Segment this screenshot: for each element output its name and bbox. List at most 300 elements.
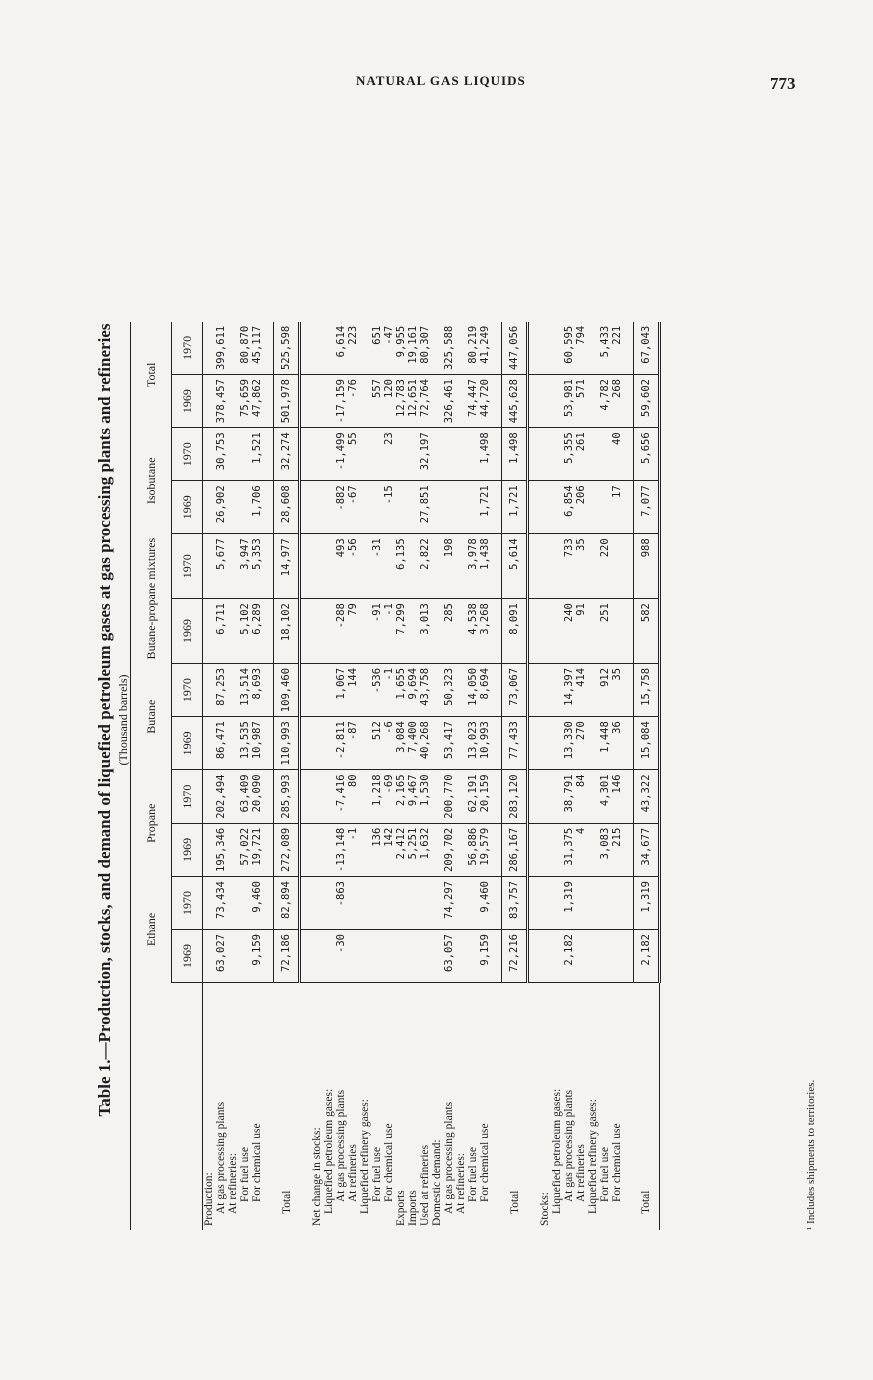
cell-value: -47 bbox=[383, 322, 395, 375]
row-label: For chemical use bbox=[383, 1123, 395, 1202]
table-row bbox=[323, 322, 335, 1230]
cell-value bbox=[300, 663, 312, 716]
cell-value: 86,471 bbox=[215, 717, 227, 770]
cell-value: -1 bbox=[347, 823, 359, 876]
cell-value bbox=[623, 930, 634, 983]
cell-value bbox=[383, 877, 395, 930]
cell-value bbox=[263, 322, 274, 375]
cell-value: 4 bbox=[575, 823, 587, 876]
cell-value: 1,438 bbox=[479, 534, 491, 599]
table-row bbox=[563, 322, 575, 1230]
row-label bbox=[300, 983, 312, 1231]
cell-value: 1,448 bbox=[599, 717, 611, 770]
cell-value: 1,319 bbox=[634, 877, 660, 930]
cell-value: 195,346 bbox=[215, 823, 227, 876]
cell-value bbox=[383, 534, 395, 599]
cell-value: -69 bbox=[383, 770, 395, 823]
row-label: For fuel use bbox=[599, 1147, 611, 1202]
cell-value bbox=[491, 930, 502, 983]
cell-value: 251 bbox=[599, 599, 611, 664]
cell-value bbox=[587, 770, 599, 823]
cell-value bbox=[623, 322, 634, 375]
cell-value: 35 bbox=[575, 534, 587, 599]
cell-value: 525,598 bbox=[274, 322, 300, 375]
cell-value bbox=[347, 877, 359, 930]
row-label: At refineries: bbox=[227, 1153, 239, 1214]
cell-value: 110,993 bbox=[274, 717, 300, 770]
cell-value: 84 bbox=[575, 770, 587, 823]
cell-value: 283,120 bbox=[502, 770, 528, 823]
cell-value bbox=[623, 770, 634, 823]
cell-value bbox=[431, 930, 443, 983]
cell-value: 45,117 bbox=[251, 322, 263, 375]
cell-value bbox=[623, 717, 634, 770]
cell-value: 1,721 bbox=[502, 481, 528, 534]
total-row bbox=[502, 322, 528, 1230]
cell-value: -288 bbox=[335, 599, 347, 664]
cell-value: -67 bbox=[347, 481, 359, 534]
cell-value: 9,460 bbox=[479, 877, 491, 930]
cell-value: 2,182 bbox=[634, 930, 660, 983]
cell-value bbox=[203, 322, 216, 375]
cell-value bbox=[300, 599, 312, 664]
cell-value: 62,191 bbox=[467, 770, 479, 823]
cell-value: 223 bbox=[347, 322, 359, 375]
table-row bbox=[599, 322, 611, 1230]
table-row bbox=[311, 322, 323, 1230]
cell-value bbox=[611, 599, 623, 664]
cell-value bbox=[491, 481, 502, 534]
row-label: Liquefied refinery gases: bbox=[359, 1099, 371, 1214]
cell-value bbox=[455, 534, 467, 599]
cell-value: 27,851 bbox=[419, 481, 431, 534]
cell-value: 5,614 bbox=[502, 534, 528, 599]
table-row bbox=[551, 322, 563, 1230]
cell-value bbox=[431, 534, 443, 599]
row-label: Liquefied petroleum gases: bbox=[551, 1088, 563, 1214]
table-row bbox=[407, 322, 419, 1230]
cell-value bbox=[455, 663, 467, 716]
cell-value: 13,330 bbox=[563, 717, 575, 770]
cell-value: -87 bbox=[347, 717, 359, 770]
cell-value bbox=[455, 930, 467, 983]
cell-value bbox=[359, 481, 371, 534]
cell-value: 8,693 bbox=[251, 663, 263, 716]
spacer-row bbox=[623, 322, 634, 1230]
spacer-row bbox=[263, 322, 274, 1230]
cell-value: 73,067 bbox=[502, 663, 528, 716]
group-header: Isobutane bbox=[131, 428, 172, 534]
cell-value: 2,182 bbox=[563, 930, 575, 983]
cell-value bbox=[551, 823, 563, 876]
cell-value bbox=[371, 481, 383, 534]
cell-value bbox=[491, 534, 502, 599]
row-label bbox=[491, 983, 502, 1231]
cell-value bbox=[587, 877, 599, 930]
cell-value: 109,460 bbox=[274, 663, 300, 716]
table-row bbox=[443, 322, 455, 1230]
cell-value: 651 bbox=[371, 322, 383, 375]
cell-value bbox=[431, 375, 443, 428]
cell-value bbox=[300, 375, 312, 428]
cell-value bbox=[455, 322, 467, 375]
cell-value: 286,167 bbox=[502, 823, 528, 876]
total-row bbox=[634, 322, 660, 1230]
cell-value bbox=[239, 428, 251, 481]
row-label: Production: bbox=[203, 1172, 215, 1226]
cell-value bbox=[587, 534, 599, 599]
cell-value bbox=[263, 481, 274, 534]
cell-value bbox=[419, 877, 431, 930]
cell-value bbox=[227, 770, 239, 823]
cell-value bbox=[623, 534, 634, 599]
cell-value: 794 bbox=[575, 322, 587, 375]
cell-value bbox=[263, 663, 274, 716]
table-row bbox=[395, 322, 407, 1230]
cell-value: 6,614 bbox=[335, 322, 347, 375]
year-header: 1969 bbox=[172, 823, 203, 876]
cell-value bbox=[539, 322, 551, 375]
cell-value: 9,694 bbox=[407, 663, 419, 716]
cell-value: 7,077 bbox=[634, 481, 660, 534]
cell-value bbox=[203, 481, 216, 534]
table-row bbox=[347, 322, 359, 1230]
cell-value: 988 bbox=[634, 534, 660, 599]
cell-value bbox=[431, 481, 443, 534]
cell-value bbox=[263, 428, 274, 481]
cell-value bbox=[323, 770, 335, 823]
cell-value bbox=[263, 599, 274, 664]
group-header: Butane bbox=[131, 663, 172, 770]
cell-value bbox=[395, 428, 407, 481]
cell-value bbox=[227, 717, 239, 770]
cell-value: 261 bbox=[575, 428, 587, 481]
cell-value bbox=[491, 770, 502, 823]
cell-value bbox=[323, 717, 335, 770]
cell-value bbox=[311, 599, 323, 664]
cell-value bbox=[455, 428, 467, 481]
cell-value bbox=[551, 663, 563, 716]
cell-value bbox=[263, 823, 274, 876]
cell-value: 240 bbox=[563, 599, 575, 664]
cell-value bbox=[528, 770, 540, 823]
cell-value bbox=[539, 663, 551, 716]
cell-value bbox=[323, 534, 335, 599]
cell-value bbox=[587, 428, 599, 481]
table-row bbox=[251, 322, 263, 1230]
cell-value: -13,148 bbox=[335, 823, 347, 876]
cell-value: 63,027 bbox=[215, 930, 227, 983]
row-label: Total bbox=[634, 983, 660, 1231]
cell-value bbox=[311, 717, 323, 770]
cell-value bbox=[263, 770, 274, 823]
cell-value bbox=[431, 770, 443, 823]
cell-value bbox=[528, 663, 540, 716]
cell-value bbox=[407, 877, 419, 930]
cell-value: 14,050 bbox=[467, 663, 479, 716]
cell-value: 41,249 bbox=[479, 322, 491, 375]
row-label: For fuel use bbox=[371, 1147, 383, 1202]
cell-value: 19,721 bbox=[251, 823, 263, 876]
cell-value: 512 bbox=[371, 717, 383, 770]
cell-value: 1,632 bbox=[419, 823, 431, 876]
table-row bbox=[575, 322, 587, 1230]
row-label: For chemical use bbox=[611, 1123, 623, 1202]
cell-value bbox=[227, 428, 239, 481]
cell-value bbox=[203, 663, 216, 716]
cell-value bbox=[311, 930, 323, 983]
cell-value bbox=[227, 534, 239, 599]
cell-value bbox=[587, 930, 599, 983]
cell-value: 7,299 bbox=[395, 599, 407, 664]
cell-value: 53,981 bbox=[563, 375, 575, 428]
cell-value: 5,677 bbox=[215, 534, 227, 599]
cell-value bbox=[528, 534, 540, 599]
cell-value bbox=[311, 877, 323, 930]
cell-value: 1,706 bbox=[251, 481, 263, 534]
cell-value: 87,253 bbox=[215, 663, 227, 716]
cell-value: 30,753 bbox=[215, 428, 227, 481]
cell-value bbox=[539, 770, 551, 823]
cell-value bbox=[539, 877, 551, 930]
row-label: Total bbox=[508, 1190, 521, 1214]
cell-value bbox=[395, 930, 407, 983]
cell-value: 32,274 bbox=[274, 428, 300, 481]
row-label bbox=[528, 983, 540, 1231]
cell-value bbox=[323, 428, 335, 481]
cell-value bbox=[539, 599, 551, 664]
cell-value: 36 bbox=[611, 717, 623, 770]
table-row bbox=[419, 322, 431, 1230]
cell-value bbox=[263, 930, 274, 983]
cell-value bbox=[300, 717, 312, 770]
cell-value: 72,216 bbox=[502, 930, 528, 983]
cell-value bbox=[359, 322, 371, 375]
cell-value bbox=[311, 534, 323, 599]
cell-value bbox=[491, 663, 502, 716]
cell-value: 9,159 bbox=[251, 930, 263, 983]
cell-value bbox=[467, 930, 479, 983]
cell-value bbox=[575, 930, 587, 983]
cell-value: 9,955 bbox=[395, 322, 407, 375]
cell-value: 202,494 bbox=[215, 770, 227, 823]
cell-value: 57,022 bbox=[239, 823, 251, 876]
row-label: Liquefied petroleum gases: bbox=[323, 1088, 335, 1214]
cell-value: 91 bbox=[575, 599, 587, 664]
cell-value: 75,659 bbox=[239, 375, 251, 428]
cell-value: 35 bbox=[611, 663, 623, 716]
row-label: For fuel use bbox=[239, 1147, 251, 1202]
table-row bbox=[539, 322, 551, 1230]
row-label: At refineries bbox=[575, 1144, 587, 1202]
cell-value bbox=[407, 534, 419, 599]
cell-value: 43,758 bbox=[419, 663, 431, 716]
cell-value: 9,467 bbox=[407, 770, 419, 823]
row-label: Liquefied refinery gases: bbox=[587, 1099, 599, 1214]
cell-value: 80,870 bbox=[239, 322, 251, 375]
cell-value bbox=[539, 481, 551, 534]
cell-value bbox=[311, 322, 323, 375]
cell-value bbox=[311, 375, 323, 428]
cell-value: 1,319 bbox=[563, 877, 575, 930]
cell-value bbox=[623, 428, 634, 481]
cell-value: 4,782 bbox=[599, 375, 611, 428]
cell-value bbox=[611, 534, 623, 599]
cell-value bbox=[300, 823, 312, 876]
cell-value: 13,023 bbox=[467, 717, 479, 770]
cell-value: 6,289 bbox=[251, 599, 263, 664]
cell-value: 19,579 bbox=[479, 823, 491, 876]
cell-value bbox=[491, 599, 502, 664]
cell-value bbox=[551, 534, 563, 599]
cell-value: 10,987 bbox=[251, 717, 263, 770]
cell-value: 221 bbox=[611, 322, 623, 375]
cell-value: 10,993 bbox=[479, 717, 491, 770]
cell-value: 198 bbox=[443, 534, 455, 599]
cell-value: 285 bbox=[443, 599, 455, 664]
total-row bbox=[274, 322, 300, 1230]
cell-value bbox=[300, 930, 312, 983]
cell-value bbox=[491, 428, 502, 481]
group-header: Total bbox=[131, 322, 172, 428]
cell-value bbox=[203, 375, 216, 428]
cell-value: 50,323 bbox=[443, 663, 455, 716]
row-label: At refineries: bbox=[455, 1153, 467, 1214]
cell-value: 1,721 bbox=[479, 481, 491, 534]
cell-value bbox=[623, 663, 634, 716]
cell-value: 13,514 bbox=[239, 663, 251, 716]
cell-value bbox=[300, 534, 312, 599]
cell-value: 220 bbox=[599, 534, 611, 599]
cell-value bbox=[371, 930, 383, 983]
cell-value bbox=[227, 322, 239, 375]
cell-value: 7,400 bbox=[407, 717, 419, 770]
cell-value: 3,084 bbox=[395, 717, 407, 770]
table-row bbox=[587, 322, 599, 1230]
cell-value bbox=[227, 930, 239, 983]
cell-value: 5,353 bbox=[251, 534, 263, 599]
cell-value bbox=[203, 930, 216, 983]
row-label: For chemical use bbox=[251, 1123, 263, 1202]
cell-value: -30 bbox=[335, 930, 347, 983]
row-label: Stocks: bbox=[539, 1192, 551, 1226]
cell-value bbox=[407, 930, 419, 983]
cell-value bbox=[359, 770, 371, 823]
cell-value: 493 bbox=[335, 534, 347, 599]
cell-value bbox=[528, 823, 540, 876]
cell-value bbox=[239, 481, 251, 534]
cell-value: 4,538 bbox=[467, 599, 479, 664]
cell-value: 1,655 bbox=[395, 663, 407, 716]
cell-value bbox=[587, 481, 599, 534]
cell-value: 501,978 bbox=[274, 375, 300, 428]
cell-value: 326,461 bbox=[443, 375, 455, 428]
cell-value bbox=[528, 428, 540, 481]
cell-value bbox=[300, 322, 312, 375]
cell-value: 1,498 bbox=[479, 428, 491, 481]
year-header: 1969 bbox=[172, 930, 203, 983]
cell-value bbox=[311, 428, 323, 481]
cell-value bbox=[455, 599, 467, 664]
cell-value bbox=[599, 481, 611, 534]
cell-value: 9,159 bbox=[479, 930, 491, 983]
row-label: At gas processing plants bbox=[215, 1101, 227, 1214]
row-label: Imports bbox=[407, 1190, 419, 1226]
cell-value bbox=[323, 663, 335, 716]
cell-value bbox=[203, 428, 216, 481]
cell-value: 83,757 bbox=[502, 877, 528, 930]
cell-value bbox=[311, 481, 323, 534]
cell-value: 3,268 bbox=[479, 599, 491, 664]
cell-value bbox=[623, 599, 634, 664]
cell-value bbox=[455, 823, 467, 876]
cell-value: 1,530 bbox=[419, 770, 431, 823]
cell-value: -91 bbox=[371, 599, 383, 664]
cell-value bbox=[239, 877, 251, 930]
cell-value: 34,677 bbox=[634, 823, 660, 876]
cell-value bbox=[359, 534, 371, 599]
row-label: Used at refineries bbox=[419, 1144, 431, 1226]
cell-value bbox=[359, 375, 371, 428]
cell-value: -2,811 bbox=[335, 717, 347, 770]
row-label: Domestic demand: bbox=[431, 1139, 443, 1226]
row-label bbox=[623, 983, 634, 1231]
cell-value bbox=[467, 877, 479, 930]
cell-value: 8,694 bbox=[479, 663, 491, 716]
cell-value bbox=[551, 717, 563, 770]
cell-value bbox=[551, 599, 563, 664]
cell-value bbox=[395, 481, 407, 534]
cell-value bbox=[623, 481, 634, 534]
cell-value: 146 bbox=[611, 770, 623, 823]
cell-value bbox=[587, 322, 599, 375]
cell-value: -15 bbox=[383, 481, 395, 534]
cell-value bbox=[227, 877, 239, 930]
cell-value bbox=[203, 534, 216, 599]
cell-value bbox=[467, 428, 479, 481]
row-label: Exports bbox=[395, 1190, 407, 1226]
cell-value bbox=[323, 322, 335, 375]
cell-value: -6 bbox=[383, 717, 395, 770]
spacer-row bbox=[528, 322, 540, 1230]
cell-value bbox=[383, 930, 395, 983]
row-label: At refineries bbox=[347, 1144, 359, 1202]
cell-value bbox=[539, 428, 551, 481]
cell-value: 378,457 bbox=[215, 375, 227, 428]
cell-value: 80,307 bbox=[419, 322, 431, 375]
cell-value bbox=[455, 770, 467, 823]
table-row bbox=[227, 322, 239, 1230]
cell-value bbox=[431, 823, 443, 876]
cell-value bbox=[611, 877, 623, 930]
cell-value: 72,764 bbox=[419, 375, 431, 428]
cell-value: 77,433 bbox=[502, 717, 528, 770]
cell-value: 733 bbox=[563, 534, 575, 599]
cell-value: 12,783 bbox=[395, 375, 407, 428]
cell-value bbox=[623, 823, 634, 876]
cell-value: 32,197 bbox=[419, 428, 431, 481]
cell-value: 20,090 bbox=[251, 770, 263, 823]
cell-value bbox=[455, 481, 467, 534]
cell-value bbox=[623, 375, 634, 428]
cell-value: 9,460 bbox=[251, 877, 263, 930]
cell-value bbox=[587, 375, 599, 428]
cell-value: 63,057 bbox=[443, 930, 455, 983]
cell-value: 15,084 bbox=[634, 717, 660, 770]
cell-value bbox=[539, 823, 551, 876]
cell-value bbox=[611, 930, 623, 983]
cell-value bbox=[491, 717, 502, 770]
